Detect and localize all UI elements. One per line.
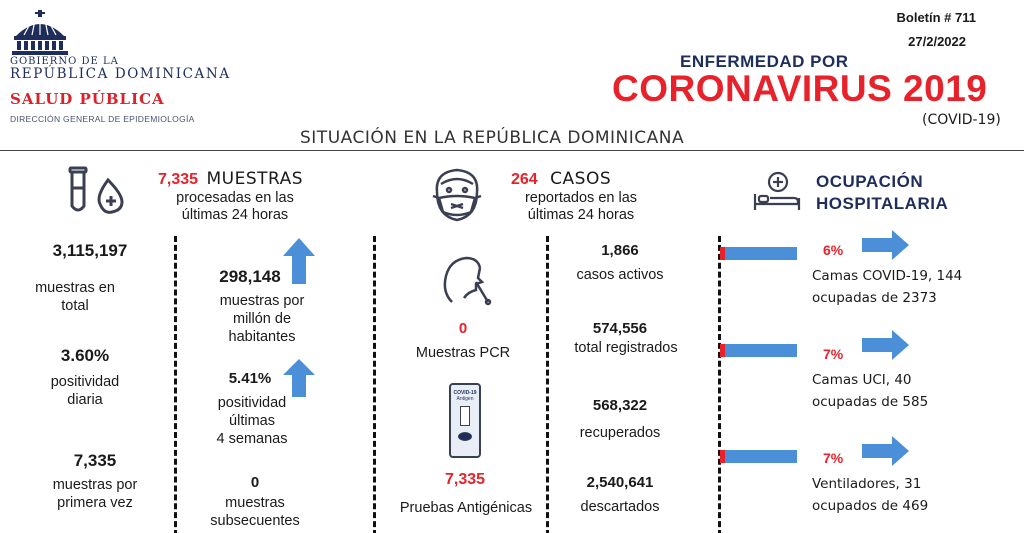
positividad-diaria-label2: diaria (67, 392, 103, 408)
boletin-date: 27/2/2022 (908, 34, 966, 49)
recuperados-value: 568,322 (592, 397, 648, 414)
situacion-title: SITUACIÓN EN LA REPÚBLICA DOMINICANA (300, 128, 685, 148)
kit-label1: COVID-19 (453, 390, 477, 396)
muestras-sub2: últimas 24 horas (181, 207, 289, 223)
occupancy-text-2a: Camas UCI, 40 (812, 372, 912, 388)
muestras-heading (158, 169, 303, 189)
occupancy-bar-1 (720, 247, 797, 260)
pcr-label: Muestras PCR (415, 345, 511, 361)
occupancy-fill-3 (720, 450, 725, 463)
ocupacion-title1: OCUPACIÓN (816, 172, 924, 191)
casos-title: CASOS (550, 169, 612, 189)
enfermedad-label: ENFERMEDAD POR (680, 52, 849, 71)
casos-sub2: últimas 24 horas (527, 207, 635, 223)
right-arrow-icon (862, 230, 910, 260)
divider-pruebas (373, 236, 376, 533)
direccion-label: DIRECCIÓN GENERAL DE EPIDEMIOLOGÍA (10, 114, 195, 124)
positividad-diaria-label1: positividad (50, 374, 120, 390)
gov-line2: REPÚBLICA DOMINICANA (10, 66, 231, 82)
occupancy-text-1b: ocupadas de 2373 (812, 290, 937, 306)
recuperados-label: recuperados (579, 425, 661, 441)
millon-label2: millón de (232, 311, 292, 327)
occupancy-text-3b: ocupados de 469 (812, 498, 929, 514)
test-tube-drop-icon (66, 166, 132, 216)
occupancy-text-2b: ocupadas de 585 (812, 394, 929, 410)
divider-muestras (174, 236, 177, 533)
right-arrow-icon (862, 330, 910, 360)
occupancy-fill-1 (720, 247, 725, 260)
salud-publica-label: SALUD PÚBLICA (10, 90, 165, 108)
boletin-number: Boletín # 711 (896, 10, 976, 25)
right-arrow-icon (862, 436, 910, 466)
kit-label2: Antigen (456, 396, 474, 402)
antigen-label: Pruebas Antigénicas (399, 500, 533, 516)
occupancy-text-3a: Ventiladores, 31 (812, 476, 922, 492)
divider-ocupacion (718, 236, 721, 533)
millon-label1: muestras por (219, 293, 305, 309)
subsecuentes-label1: muestras (225, 495, 285, 511)
occupancy-pct-1: 6% (823, 242, 844, 258)
gov-line1: GOBIERNO DE LA (10, 56, 119, 67)
subsecuentes-value: 0 (250, 474, 260, 491)
muestras-sub1: procesadas en las (176, 190, 294, 206)
positividad-4sem-label3: 4 semanas (216, 431, 288, 447)
muestras-title: MUESTRAS (206, 169, 304, 189)
registrados-value: 574,556 (592, 320, 648, 337)
header-divider (0, 150, 1024, 151)
coronavirus-title: CORONAVIRUS 2019 (612, 68, 988, 109)
occupancy-pct-3: 7% (823, 450, 844, 466)
muestras-total-label2: total (61, 298, 89, 314)
occupancy-bar-3 (720, 450, 797, 463)
casos-count: 264 (511, 171, 538, 188)
antigen-kit-icon (449, 383, 481, 458)
registrados-label: total registrados (574, 340, 678, 356)
antigen-value: 7,335 (444, 471, 486, 488)
primera-vez-value: 7,335 (73, 451, 117, 470)
occupancy-text-1a: Camas COVID-19, 144 (812, 268, 963, 284)
primera-vez-label2: primera vez (57, 495, 133, 511)
muestras-count: 7,335 (158, 171, 199, 188)
occupancy-bar-2 (720, 344, 797, 357)
subsecuentes-label2: subsecuentes (210, 513, 300, 529)
descartados-label: descartados (580, 499, 660, 515)
activos-label: casos activos (576, 267, 664, 283)
descartados-value: 2,540,641 (586, 474, 654, 491)
divider-casos (546, 236, 549, 533)
positividad-4sem-label1: positividad (217, 395, 287, 411)
nasal-swab-icon (438, 252, 492, 306)
covid19-label: (COVID-19) (922, 112, 1001, 128)
positividad-4sem-label2: últimas (229, 413, 275, 429)
millon-value: 298,148 (219, 267, 281, 286)
casos-heading (511, 169, 611, 189)
ocupacion-title2: HOSPITALARIA (816, 194, 949, 213)
positividad-4sem-value: 5.41% (228, 370, 272, 387)
occupancy-fill-2 (720, 344, 725, 357)
occupancy-pct-2: 7% (823, 346, 844, 362)
muestras-total-label1: muestras en (35, 280, 115, 296)
pcr-value: 0 (458, 320, 468, 337)
muestras-total-value: 3,115,197 (52, 241, 128, 260)
casos-sub1: reportados en las (524, 190, 638, 206)
primera-vez-label1: muestras por (52, 477, 138, 493)
positividad-diaria-value: 3.60% (60, 346, 110, 365)
millon-label3: habitantes (228, 329, 296, 345)
coat-of-arms-icon (10, 8, 70, 56)
masked-face-icon (427, 166, 489, 224)
hospital-bed-icon (752, 170, 802, 212)
activos-value: 1,866 (601, 242, 639, 259)
